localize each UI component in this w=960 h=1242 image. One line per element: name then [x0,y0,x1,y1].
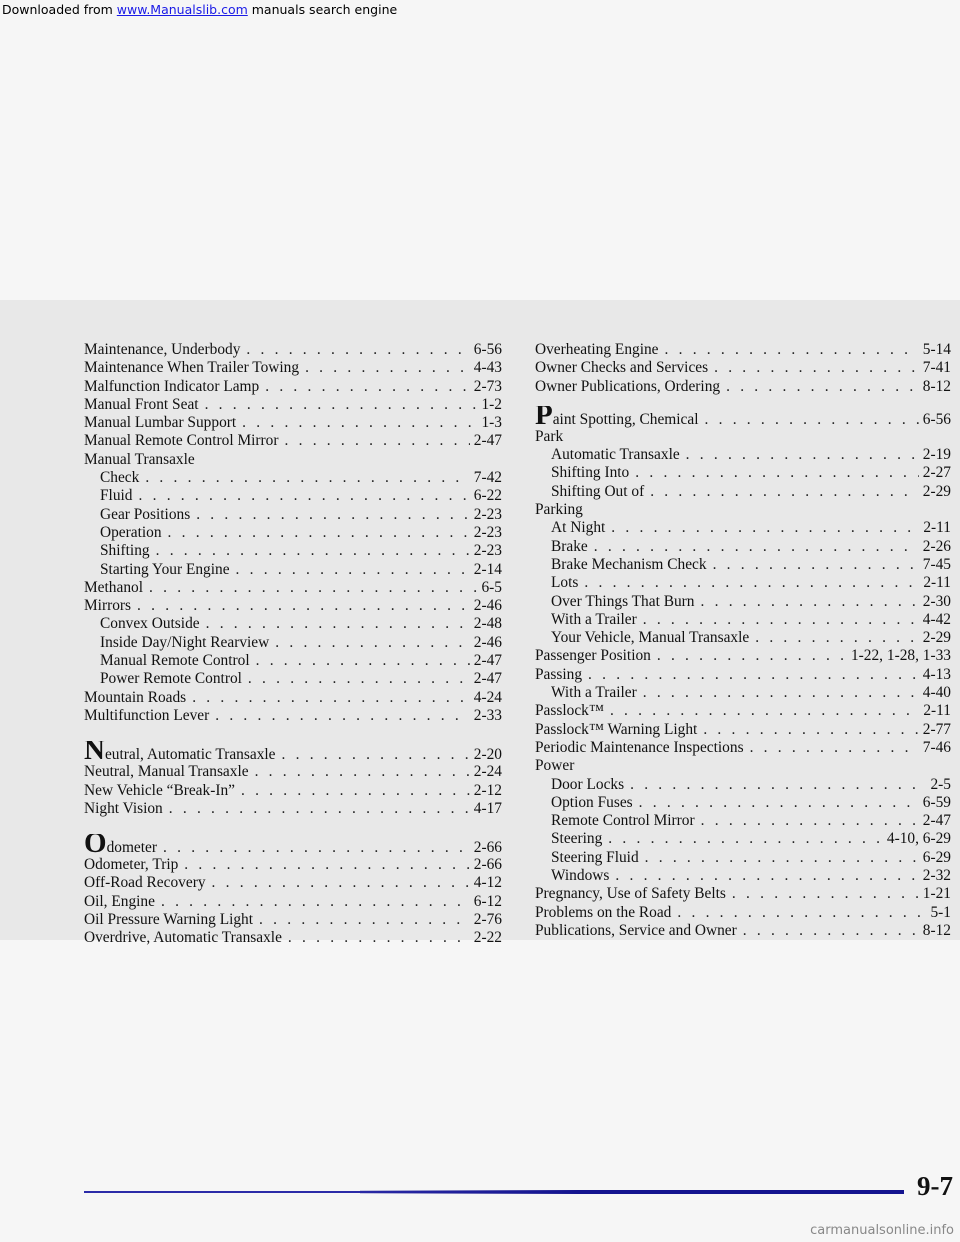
index-heading: Manual Transaxle [84,450,195,468]
entry-label: Passing [535,665,583,683]
entry-label: Odometer, Trip [84,856,179,874]
entry-page: 1-2 [481,395,502,413]
leader-dots [611,519,919,537]
entry-page: 6-59 [922,793,951,811]
index-entry [535,647,951,665]
entry-page: 2-33 [473,706,502,724]
entry-label: Manual Remote Control [100,652,250,670]
entry-page: 2-66 [473,839,502,857]
leader-dots [246,341,469,359]
index-entry [535,666,951,684]
index-entry [535,378,951,396]
leader-dots [305,359,470,377]
entry-page: 2-48 [473,615,502,633]
entry-page: 2-47 [473,432,502,450]
entry-page: 2-14 [473,560,502,578]
entry-label: Inside Day/Night Rearview [100,633,270,651]
entry-page: 1-22, 1-28, 1-33 [850,647,951,665]
entry-label: Manual Remote Control Mirror [84,432,279,450]
index-entry [84,893,502,911]
leader-dots [588,666,919,684]
entry-page: 2-5 [930,775,951,793]
leader-dots [608,830,883,848]
entry-page: 2-12 [473,781,502,799]
credit-prefix: Downloaded from [2,2,117,17]
entry-page: 5-14 [922,341,951,358]
index-entry [535,885,951,903]
entry-label: Door Locks [551,775,625,793]
entry-page: 2-47 [473,670,502,688]
entry-page: 5-1 [930,903,951,921]
index-subentry [535,794,951,812]
entry-label: Night Vision [84,799,163,817]
entry-label: Mountain Roads [84,688,187,706]
entry-page: 4-17 [473,799,502,817]
entry-page: 6-29 [922,848,951,866]
index-entry [84,378,502,396]
leader-dots [137,597,470,615]
leader-dots [714,359,919,377]
index-entry [84,579,502,597]
index-entry [84,396,502,414]
leader-dots [750,739,919,757]
entry-page: 6-22 [473,487,502,505]
leader-dots [713,556,919,574]
leader-dots [650,483,919,501]
entry-page: 4-13 [922,665,951,683]
entry-label: Your Vehicle, Manual Transaxle [551,629,750,647]
entry-label: Brake [551,537,588,555]
index-subentry [535,611,951,629]
index-column-right [535,341,951,940]
leader-dots [639,794,919,812]
entry-page: 7-46 [922,738,951,756]
leader-dots [701,593,919,611]
index-entry [535,341,951,359]
index-heading: Park [535,427,564,445]
leader-dots [726,378,919,396]
entry-label: Automatic Transaxle [551,446,680,464]
leader-dots [288,929,470,947]
entry-page: 2-47 [922,812,951,830]
entry-label: Methanol [84,578,143,596]
index-heading: Parking [535,501,583,519]
index-subentry [535,684,951,702]
entry-page: 2-27 [922,464,951,482]
leader-dots [256,652,470,670]
index-subentry [84,487,502,505]
entry-page: 4-40 [922,684,951,702]
entry-label: Multifunction Lever [84,706,210,724]
entry-label: Lots [551,574,579,592]
index-entry [535,922,951,940]
entry-page: 2-23 [473,523,502,541]
leader-dots [643,684,919,702]
entry-page: 2-24 [473,763,502,781]
entry-page: 7-42 [473,469,502,487]
leader-dots [168,524,470,542]
entry-label: With a Trailer [551,610,637,628]
index-subentry [84,634,502,652]
footer-rule-accent [360,1190,904,1194]
index-subentry [84,670,502,688]
spacer [84,725,502,741]
leader-dots [645,849,919,867]
section-initial: N [84,741,105,764]
index-subentry [535,812,951,830]
leader-dots [665,341,919,359]
entry-page: 2-30 [922,592,951,610]
index-subentry [535,593,951,611]
entry-page: 2-66 [473,856,502,874]
index-subentry [535,776,951,794]
leader-dots [196,506,470,524]
entry-label: Passenger Position [535,647,651,665]
leader-dots [705,409,919,428]
entry-label: Owner Checks and Services [535,359,709,377]
entry-label: Mirrors [84,597,132,615]
entry-page: 2-23 [473,542,502,560]
leader-dots [163,837,470,856]
entry-label: Gear Positions [100,505,191,523]
spacer [84,818,502,834]
entry-label: Oil Pressure Warning Light [84,911,254,929]
entry-label: Pregnancy, Use of Safety Belts [535,885,726,903]
leader-dots [643,611,919,629]
entry-label: eutral, Automatic Transaxle [104,746,276,764]
index-entry [84,874,502,892]
entry-label: At Night [551,519,606,537]
credit-suffix: manuals search engine [247,2,398,17]
index-entry [84,911,502,929]
entry-label: New Vehicle “Break-In” [84,781,235,799]
leader-dots [139,487,470,505]
index-entry [84,763,502,781]
index-entry [84,929,502,947]
leader-dots [255,763,470,781]
entry-label: Steering [551,830,603,848]
leader-dots [703,721,918,739]
leader-dots [265,378,470,396]
entry-page: 2-26 [922,537,951,555]
letter-section-first-entry [84,834,502,856]
index-entry [535,739,951,757]
entry-page: 4-43 [473,359,502,377]
index-subentry [535,446,951,464]
entry-label: Overheating Engine [535,341,659,358]
index-subentry [84,542,502,560]
index-subentry [535,867,951,885]
entry-page: 2-32 [922,867,951,885]
entry-label: Publications, Service and Owner [535,921,737,939]
entry-page: 6-56 [922,410,951,428]
index-entry [84,341,502,359]
leader-dots [242,414,477,432]
entry-label: Oil, Engine [84,892,155,910]
entry-label: Neutral, Manual Transaxle [84,763,249,781]
index-entry [84,597,502,615]
entry-page: 7-41 [922,359,951,377]
download-credit [2,2,397,17]
leader-dots [677,904,926,922]
entry-label: Over Things That Burn [551,592,695,610]
entry-page: 2-46 [473,597,502,615]
index-entry [535,702,951,720]
entry-label: Off-Road Recovery [84,874,206,892]
entry-page: 2-19 [922,446,951,464]
section-initial: O [84,834,107,857]
index-subentry [84,524,502,542]
index-entry [84,800,502,818]
leader-dots [236,561,470,579]
index-subentry [535,849,951,867]
section-initial: P [535,405,553,428]
leader-dots [192,689,470,707]
index-heading: Power [535,757,575,775]
entry-label: Manual Front Seat [84,395,199,413]
index-entry [535,721,951,739]
leader-dots [156,542,470,560]
index-subentry [535,483,951,501]
leader-dots [615,867,918,885]
letter-section-first-entry [535,406,951,428]
entry-page: 4-10, 6-29 [886,830,951,848]
entry-page: 2-20 [473,746,502,764]
entry-label: Problems on the Road [535,903,672,921]
entry-page: 8-12 [922,377,951,395]
leader-dots [743,922,919,940]
index-subentry [84,615,502,633]
index-entry [84,856,502,874]
entry-label: Overdrive, Automatic Transaxle [84,929,282,947]
leader-dots [755,629,919,647]
entry-page: 2-23 [473,505,502,523]
leader-dots [241,782,470,800]
entry-page: 1-3 [481,414,502,432]
entry-page: 2-29 [922,482,951,500]
leader-dots [630,776,926,794]
leader-dots [248,670,470,688]
entry-label: Maintenance, Underbody [84,341,241,358]
leader-dots [212,874,470,892]
leader-dots [205,396,478,414]
entry-label: aint Spotting, Chemical [552,410,699,428]
entry-label: Passlock™ [535,702,604,720]
entry-page: 2-73 [473,377,502,395]
entry-label: Manual Lumbar Support [84,414,237,432]
index-entry [84,707,502,725]
index-subentry [535,556,951,574]
entry-label: Periodic Maintenance Inspections [535,738,744,756]
index-subentry [535,538,951,556]
index-entry [535,359,951,377]
index-entry [84,414,502,432]
entry-page: 2-22 [473,929,502,947]
entry-label: Fluid [100,487,133,505]
index-subentry [535,519,951,537]
index-subentry [84,506,502,524]
leader-dots [184,856,469,874]
leader-dots [584,574,919,592]
leader-dots [206,615,470,633]
letter-section-first-entry [84,741,502,763]
entry-label: Owner Publications, Ordering [535,377,721,395]
leader-dots [594,538,919,556]
entry-page: 2-11 [923,702,951,720]
entry-page: 2-46 [473,633,502,651]
leader-dots [610,702,919,720]
leader-dots [145,469,469,487]
entry-label: Starting Your Engine [100,560,230,578]
entry-page: 2-11 [923,574,951,592]
entry-label: Steering Fluid [551,848,639,866]
index-entry [84,359,502,377]
entry-label: Shifting Into [551,464,630,482]
leader-dots [169,800,470,818]
entry-page: 2-47 [473,652,502,670]
entry-page: 4-24 [473,688,502,706]
entry-label: Option Fuses [551,793,633,811]
entry-page: 4-12 [473,874,502,892]
index-entry [84,432,502,450]
index-entry [535,904,951,922]
leader-dots [215,707,470,725]
entry-page: 6-12 [473,892,502,910]
leader-dots [657,647,847,665]
index-subentry [84,561,502,579]
entry-page: 6-5 [481,578,502,596]
entry-label: Check [100,469,140,487]
index-entry [84,689,502,707]
leader-dots [149,579,477,597]
page-number: 9-7 [917,1171,953,1201]
entry-page: 2-76 [473,911,502,929]
entry-page: 8-12 [922,921,951,939]
watermark: carmanualsonline.info [810,1223,954,1238]
index-entry [84,782,502,800]
entry-label: Power Remote Control [100,670,242,688]
entry-label: With a Trailer [551,684,637,702]
index-subentry [535,574,951,592]
leader-dots [732,885,919,903]
leader-dots [635,464,919,482]
entry-page: 4-42 [922,610,951,628]
index-column-left [84,341,502,948]
entry-label: Malfunction Indicator Lamp [84,377,260,395]
entry-label: Shifting Out of [551,482,645,500]
leader-dots [161,893,470,911]
leader-dots [285,432,470,450]
index-subentry [535,464,951,482]
entry-page: 2-77 [922,720,951,738]
leader-dots [275,634,470,652]
manualslib-link[interactable]: www.Manualslib.com [116,2,248,17]
entry-page: 6-56 [473,341,502,358]
entry-label: Windows [551,867,610,885]
spacer [535,396,951,406]
entry-page: 2-11 [923,519,951,537]
entry-label: Maintenance When Trailer Towing [84,359,300,377]
entry-label: Shifting [100,542,150,560]
leader-dots [686,446,919,464]
entry-label: Passlock™ Warning Light [535,720,698,738]
leader-dots [259,911,470,929]
entry-label: dometer [106,839,157,857]
leader-dots [282,744,470,763]
entry-label: Operation [100,523,162,541]
entry-page: 7-45 [922,555,951,573]
leader-dots [701,812,919,830]
index-subentry [535,830,951,848]
index-subentry [84,652,502,670]
entry-label: Convex Outside [100,615,200,633]
index-subentry [84,469,502,487]
entry-page: 2-29 [922,629,951,647]
entry-label: Brake Mechanism Check [551,555,707,573]
entry-label: Remote Control Mirror [551,812,695,830]
index-subentry [535,629,951,647]
entry-page: 1-21 [922,885,951,903]
